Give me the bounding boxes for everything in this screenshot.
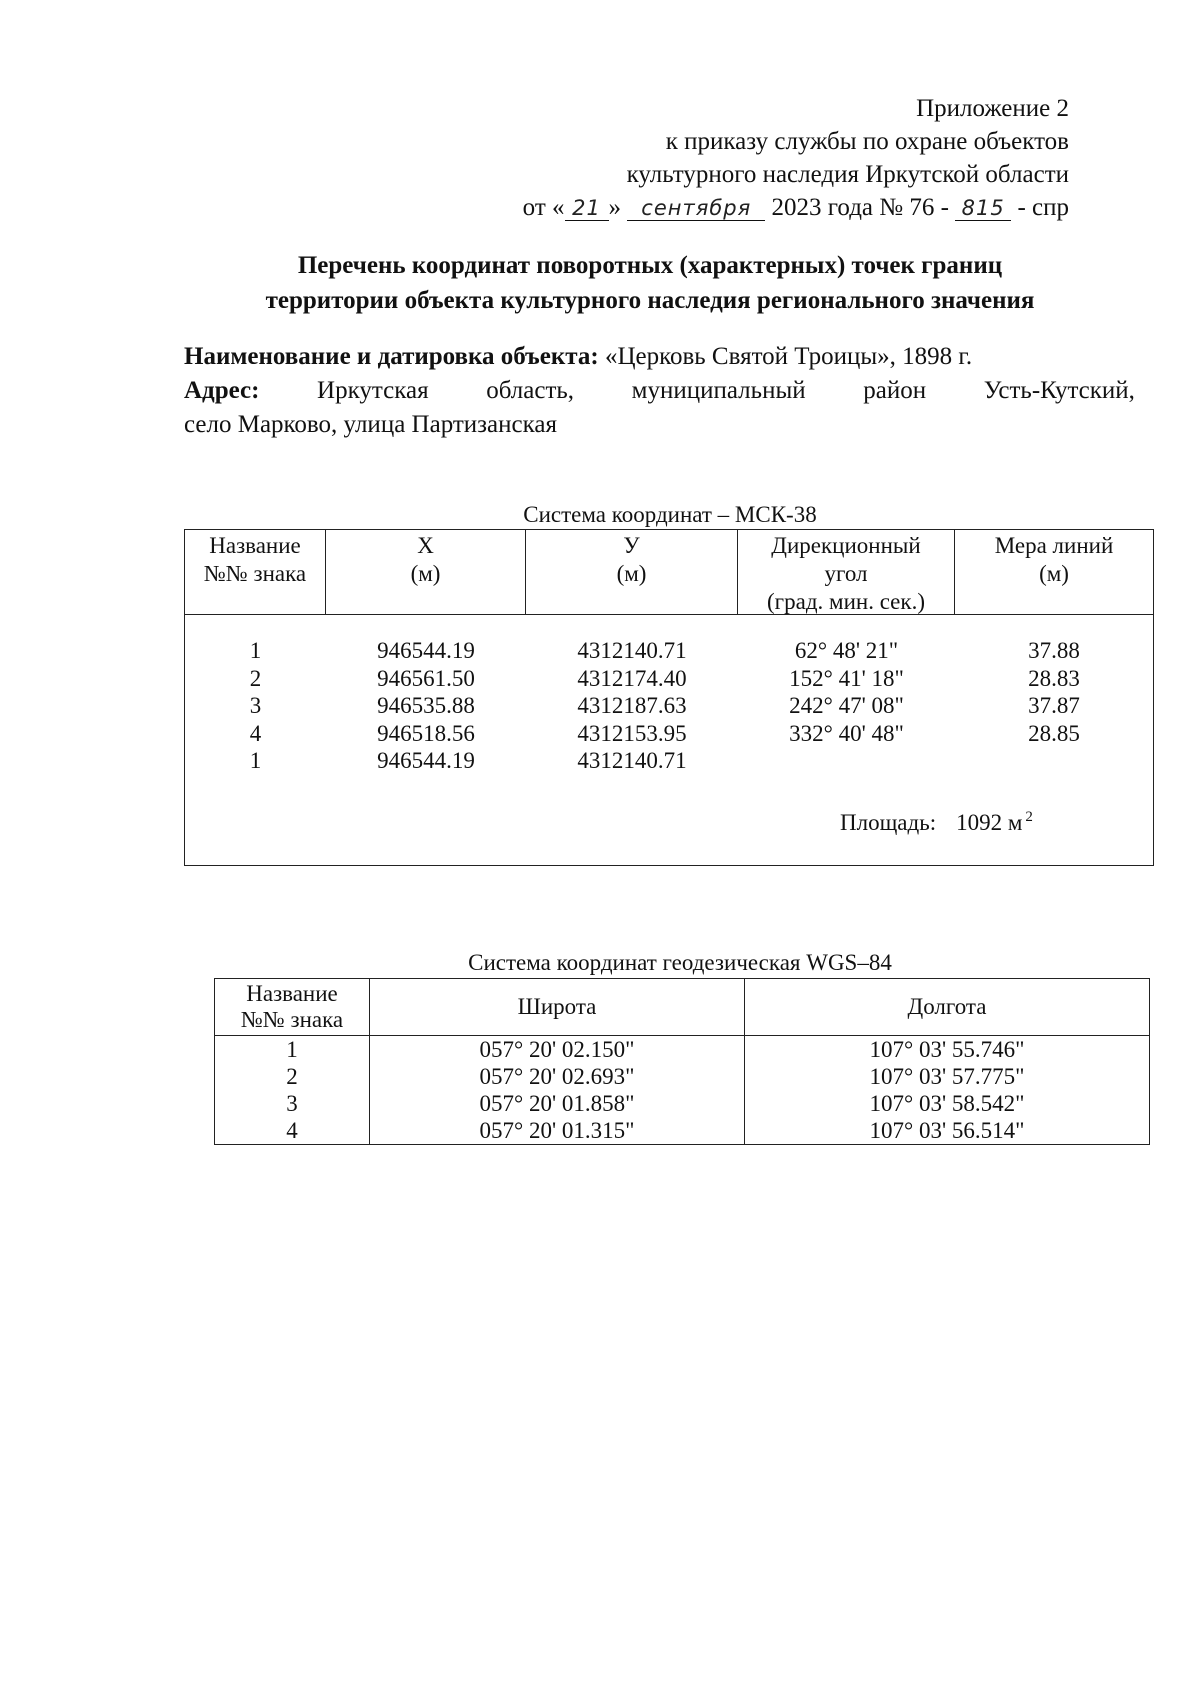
wgs-header-num [215, 979, 370, 1036]
msk-header-length [955, 530, 1153, 614]
object-name-line [184, 340, 1135, 374]
table-row [215, 1036, 1150, 1064]
address-label: Адрес: [184, 377, 260, 404]
table-row [185, 692, 1153, 720]
msk-table-body [185, 637, 1153, 775]
cell-x: 946561.50 [377, 665, 475, 691]
msk-coordinates-table [184, 529, 1154, 866]
cell-length: 37.88 [1028, 638, 1080, 663]
header-text: Название [246, 981, 338, 1006]
cell-num: 1 [249, 748, 262, 773]
header-text: Мера линий [994, 533, 1114, 558]
title-line-2: территории объекта культурного наследия регионального значения [265, 287, 1035, 314]
cell-y: 4312140.71 [577, 748, 687, 773]
cell-length: 28.85 [1028, 720, 1080, 746]
cell-length: 28.83 [1028, 665, 1080, 691]
cell-angle: 62° 48' 21" [794, 638, 899, 663]
cell-x: 946518.56 [377, 720, 475, 746]
header-text: Название [209, 533, 301, 558]
cell-x: 946544.19 [377, 748, 475, 773]
handwritten-day: 21 [565, 196, 609, 221]
header-text: (м) [616, 561, 647, 586]
wgs-header-row [215, 979, 1150, 1036]
handwritten-order-number: 815 [955, 196, 1011, 221]
cell-lon: 107° 03' 56.514" [745, 1117, 1150, 1145]
cell-lat: 057° 20' 01.858" [370, 1090, 745, 1117]
address-word: Иркутская [317, 377, 429, 404]
cell-y: 4312140.71 [577, 638, 687, 663]
cell-y: 4312174.40 [577, 665, 687, 691]
object-info [184, 340, 1135, 442]
cell-lat: 057° 20' 02.150" [370, 1036, 745, 1064]
document-title [150, 248, 1150, 318]
address-word: муниципальный [631, 377, 806, 404]
table-row [215, 1117, 1150, 1145]
header-text: У [623, 533, 640, 558]
cell-angle: 332° 40' 48" [789, 720, 904, 746]
table-row [185, 720, 1153, 748]
appendix-authority: культурного наследия Иркутской области [626, 161, 1069, 188]
title-line-1: Перечень координат поворотных (характерных) точек границ [297, 252, 1003, 279]
header-text: №№ знака [240, 1007, 344, 1032]
header-text: угол [824, 561, 868, 586]
object-name-label: Наименование и датировка объекта: [184, 343, 599, 370]
appendix-title: Приложение 2 [916, 95, 1069, 122]
date-prefix: от « [522, 194, 565, 221]
header-text: (м) [410, 561, 441, 586]
cell-lon: 107° 03' 55.746" [745, 1036, 1150, 1064]
cell-y: 4312187.63 [577, 693, 687, 718]
address-word: область, [486, 377, 575, 404]
cell-x: 946535.88 [377, 693, 475, 718]
date-year: 2023 года № 76 - [771, 194, 949, 221]
cell-num: 3 [249, 693, 262, 718]
address-word: Усть-Кутский, [983, 377, 1135, 404]
cell-angle: 152° 41' 18" [789, 665, 904, 691]
cell-lat: 057° 20' 02.693" [370, 1063, 745, 1090]
cell-lat: 057° 20' 01.315" [370, 1117, 745, 1145]
table-row [185, 637, 1153, 665]
msk-header-num [185, 530, 326, 614]
date-mid: » [608, 194, 622, 221]
msk-header-y [526, 530, 738, 614]
table-row [215, 1090, 1150, 1117]
msk-header-angle [738, 530, 955, 614]
area-label: Площадь: [840, 810, 937, 835]
table-row [185, 747, 1153, 775]
cell-num: 1 [215, 1036, 370, 1064]
cell-lon: 107° 03' 57.775" [745, 1063, 1150, 1090]
cell-num: 2 [215, 1063, 370, 1090]
cell-num: 4 [249, 720, 262, 746]
handwritten-month: сентября [627, 196, 765, 221]
object-name-value: «Церковь Святой Троицы», 1898 г. [604, 343, 973, 370]
cell-num: 4 [215, 1117, 370, 1145]
address-line [184, 374, 1135, 408]
wgs-header-lat: Широта [370, 979, 745, 1036]
cell-y: 4312153.95 [577, 720, 687, 746]
cell-lon: 107° 03' 58.542" [745, 1090, 1150, 1117]
msk-header-x [326, 530, 526, 614]
header-text: (град. мин. сек.) [767, 589, 925, 614]
header-text: №№ знака [203, 561, 307, 586]
header-text: Дирекционный [771, 533, 921, 558]
area-unit-exponent: 2 [1025, 809, 1033, 825]
wgs-header-lon: Долгота [745, 979, 1150, 1036]
area-value: 1092 м [956, 810, 1023, 835]
header-text: (м) [1039, 561, 1069, 586]
header-text: X [417, 533, 434, 558]
cell-num: 3 [215, 1090, 370, 1117]
table-row [185, 665, 1153, 693]
appendix-order-ref: к приказу службы по охране объектов [665, 128, 1069, 155]
address-word: район [863, 377, 927, 404]
address-line-2: село Марково, улица Партизанская [184, 411, 557, 438]
wgs-coordinates-table [214, 978, 1150, 1145]
cell-num: 1 [249, 638, 262, 663]
area-summary [840, 809, 1033, 836]
msk-caption: Система координат – МСК-38 [523, 502, 817, 527]
order-suffix: - спр [1017, 194, 1069, 221]
cell-angle: 242° 47' 08" [789, 693, 904, 718]
cell-num: 2 [249, 665, 262, 691]
appendix-header [369, 92, 1069, 224]
msk-table-header [185, 530, 1153, 615]
table-row [215, 1063, 1150, 1090]
appendix-date-line [369, 191, 1069, 224]
cell-length: 37.87 [1028, 693, 1080, 718]
cell-x: 946544.19 [377, 638, 475, 663]
wgs-caption: Система координат геодезическая WGS–84 [468, 950, 892, 975]
